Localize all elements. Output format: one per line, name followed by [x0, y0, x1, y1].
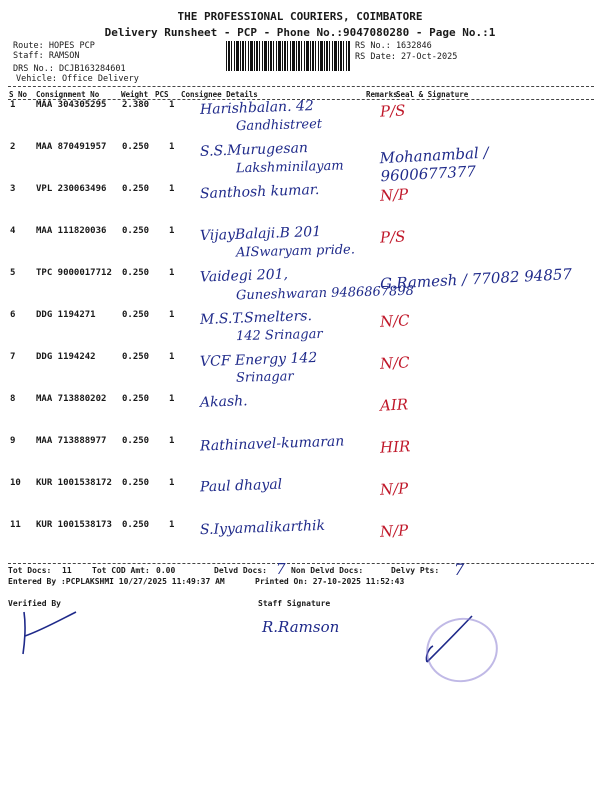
row-weight: 0.250 — [122, 310, 150, 320]
row-consignment-no: DDG 1194242 — [36, 352, 96, 362]
row-consignee-handwritten-line2: 142 Srinagar — [235, 326, 323, 345]
row-sno: 1 — [10, 100, 16, 110]
document-subtitle: Delivery Runsheet - PCP - Phone No.:9047080280 - Page No.:1 — [104, 26, 496, 39]
table-row — [8, 223, 594, 268]
verifier-signature — [12, 606, 82, 658]
row-weight: 2.380 — [122, 100, 150, 110]
row-pcs: 1 — [169, 478, 175, 488]
row-remark-handwritten: AIR — [379, 395, 409, 415]
row-consignment-no: MAA 713888977 — [36, 436, 107, 446]
row-weight: 0.250 — [122, 478, 150, 488]
table-row — [8, 142, 594, 184]
table-row — [8, 478, 594, 520]
row-weight: 0.250 — [122, 394, 150, 404]
row-consignee-handwritten-line2: Guneshwaran 9486867898 — [235, 283, 415, 304]
tot-cod-value: 0.00 — [156, 566, 176, 575]
row-sno: 3 — [10, 184, 16, 194]
table-row — [8, 264, 594, 310]
table-row — [8, 100, 594, 142]
row-sno: 2 — [10, 142, 16, 152]
row-pcs: 1 — [169, 394, 175, 404]
row-remark-handwritten: N/P — [379, 479, 409, 499]
row-pcs: 1 — [169, 520, 175, 530]
row-sno: 9 — [10, 436, 16, 446]
table-row — [8, 433, 594, 478]
row-remark-handwritten: Mohanambal / 9600677377 — [379, 143, 489, 186]
row-remark-handwritten: HIR — [379, 437, 411, 457]
col-consignment: Consignment No — [36, 90, 100, 99]
table-row — [8, 394, 594, 436]
row-remark-handwritten: N/C — [379, 353, 411, 373]
row-pcs: 1 — [169, 184, 175, 194]
row-remark-handwritten: G.Ramesh / 77082 94857 — [379, 264, 573, 294]
row-consignment-no: KUR 1001538173 — [36, 520, 112, 530]
row-weight: 0.250 — [122, 184, 150, 194]
printed-on: Printed On: 27-10-2025 11:52:43 — [255, 577, 405, 586]
row-sno: 11 — [10, 520, 21, 530]
staff-signature-handwritten: R.Ramson — [262, 618, 340, 636]
table-row — [8, 310, 594, 352]
col-pcs: PCS — [155, 90, 169, 99]
staff-signature-label: Staff Signature — [258, 599, 331, 608]
row-remark-handwritten: N/C — [379, 311, 411, 331]
row-consignee-handwritten-line2: AISwaryam pride. — [235, 242, 356, 261]
row-consignee-handwritten: VCF Energy 142 — [199, 349, 318, 371]
drs-number: DRS No.: DCJB163284601 — [13, 64, 126, 74]
row-weight: 0.250 — [122, 226, 150, 236]
verified-by-label: Verified By — [8, 599, 61, 608]
row-consignee-handwritten: S.S.Murugesan — [199, 140, 309, 160]
row-pcs: 1 — [169, 226, 175, 236]
row-weight: 0.250 — [122, 520, 150, 530]
row-consignment-no: MAA 870491957 — [36, 142, 107, 152]
row-weight: 0.250 — [122, 142, 150, 152]
row-pcs: 1 — [169, 100, 175, 110]
row-sno: 6 — [10, 310, 16, 320]
tot-cod-label: Tot COD Amt: — [92, 566, 150, 575]
table-row — [8, 349, 594, 394]
row-consignment-no: DDG 1194271 — [36, 310, 96, 320]
table-row — [8, 517, 594, 562]
col-weight: Weight — [121, 90, 149, 99]
delvd-docs-handwritten: 7 — [276, 560, 286, 578]
rs-number: RS No.: 1632846 — [355, 41, 432, 51]
row-pcs: 1 — [169, 436, 175, 446]
row-consignee-handwritten: Akash. — [199, 393, 248, 411]
row-pcs: 1 — [169, 142, 175, 152]
row-consignee-handwritten: Rathinavel-kumaran — [199, 433, 345, 455]
row-consignee-handwritten: VijayBalaji.B 201 — [199, 223, 322, 245]
row-consignment-no: MAA 111820036 — [36, 226, 107, 236]
row-consignee-handwritten: Harishbalan. 42 — [199, 98, 315, 118]
row-remark-handwritten: P/S — [379, 227, 406, 247]
delvy-pts-handwritten: 7 — [454, 560, 465, 579]
col-remarks: Remarks — [366, 90, 398, 99]
non-delvd-label: Non Delvd Docs: — [291, 566, 364, 575]
delvy-pts-label: Delvy Pts: — [391, 566, 440, 575]
barcode — [226, 41, 350, 71]
entered-by: Entered By :PCPLAKSHMI 10/27/2025 11:49:37 AM — [8, 577, 225, 586]
footer-rule — [8, 563, 594, 564]
row-consignee-handwritten: Vaidegi 201, — [199, 266, 289, 286]
row-consignee-handwritten: M.S.T.Smelters. — [199, 308, 313, 328]
row-consignment-no: MAA 304305295 — [36, 100, 107, 110]
row-consignment-no: VPL 230063496 — [36, 184, 107, 194]
row-sno: 10 — [10, 478, 21, 488]
row-weight: 0.250 — [122, 352, 150, 362]
delvd-docs-label: Delvd Docs: — [214, 566, 267, 575]
document-title: THE PROFESSIONAL COURIERS, COIMBATORE — [177, 10, 423, 23]
row-consignee-handwritten-line2: Srinagar — [235, 369, 294, 386]
col-sno: S No — [9, 90, 28, 99]
route-field: Route: HOPES PCP — [13, 41, 95, 51]
row-sno: 8 — [10, 394, 16, 404]
row-consignee-handwritten: Paul dhayal — [199, 476, 283, 496]
row-consignment-no: TPC 9000017712 — [36, 268, 112, 278]
row-consignee-handwritten: S.Iyyamalikarthik — [199, 517, 326, 539]
row-weight: 0.250 — [122, 268, 150, 278]
table-row — [8, 181, 594, 226]
row-pcs: 1 — [169, 268, 175, 278]
tot-docs-value: 11 — [62, 566, 72, 575]
row-sno: 4 — [10, 226, 16, 236]
row-sno: 7 — [10, 352, 16, 362]
tot-docs-label: Tot Docs: — [8, 566, 52, 575]
vehicle-field: Vehicle: Office Delivery — [16, 74, 139, 84]
col-details: Consignee Details — [181, 90, 258, 99]
row-remark-handwritten: N/P — [379, 521, 409, 541]
row-consignee-handwritten: Santhosh kumar. — [199, 181, 320, 203]
row-weight: 0.250 — [122, 436, 150, 446]
row-consignee-handwritten-line2: Gandhistreet — [235, 116, 323, 135]
col-seal: Seal & Signature — [396, 90, 469, 99]
row-pcs: 1 — [169, 352, 175, 362]
header-rule-top — [8, 86, 594, 87]
row-remark-handwritten: P/S — [379, 101, 406, 121]
staff-field: Staff: RAMSON — [13, 51, 80, 61]
row-sno: 5 — [10, 268, 16, 278]
row-consignment-no: KUR 1001538172 — [36, 478, 112, 488]
row-consignee-handwritten-line2: Lakshminilayam — [235, 158, 344, 177]
rs-date: RS Date: 27-Oct-2025 — [355, 52, 458, 62]
row-pcs: 1 — [169, 310, 175, 320]
row-remark-handwritten: N/P — [379, 185, 409, 205]
row-consignment-no: MAA 713880202 — [36, 394, 107, 404]
